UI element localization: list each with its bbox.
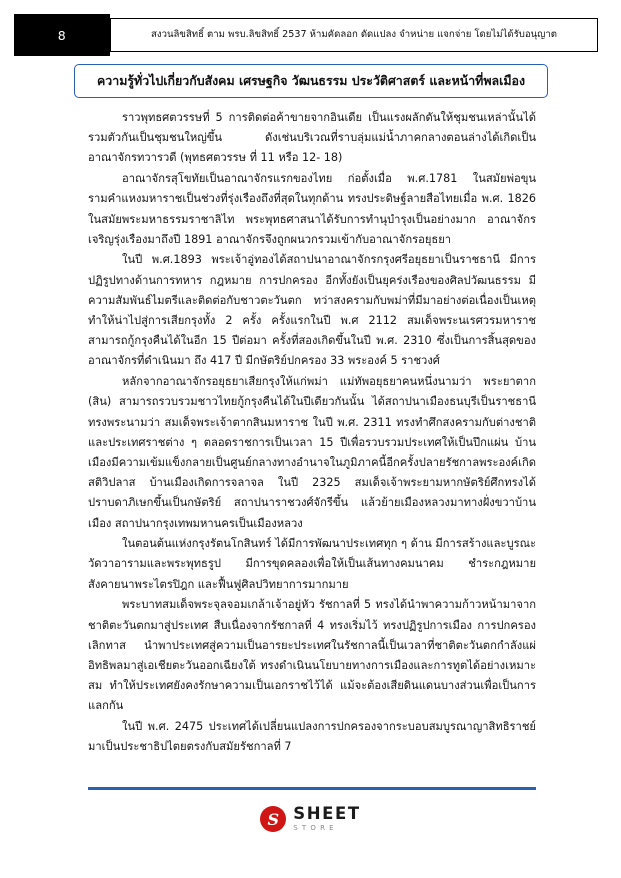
page-header: [0, 14, 621, 56]
paragraph: หลักจากอาณาจักรอยุธยาเสียกรุงให้แก่พม่า แม่ทัพอยุธยาคนหนึ่งนามว่า พระยาตาก (สิน) สามารถรวบรวมชาวไทยกู้กรุงคืนได้ในปีเดียวกันนั้น ได้สถาปนาเมืองธนบุรีเป็นราชธานี ทรงพระนามว่า สมเด็จพระเจ้าตากสินมหาราช ในปี พ.ศ. 2311 ทรงทำศึกสงครามกับต่างชาติและประเทศราชต่าง ๆ ตลอดราชการเป็นเวลา 15 ปีเพื่อรวบรวมประเทศให้เป็นปึกแผ่น บ้านเมืองมีความเข้มแข็งกลายเป็นศูนย์กลางทางอำนาจในภูมิภาคนี้อีกครั้งปลายรัชกาลพระองค์เกิดสติวิปลาส บ้านเมืองเกิดการจลาจล ในปี 2325 สมเด็จเจ้าพระยามหากษัตริย์ศึกทรงได้ปราบดาภิเษกขึ้นเป็นกษัตริย์ สถาปนาราชวงศ์จักรีขึ้น แล้วย้ายเมืองหลวงมาทางฝั่งขวาบ้านเมือง สถาปนากรุงเทพมหานครเป็นเมืองหลวง: [88, 375, 536, 530]
paragraph: ในตอนต้นแห่งกรุงรัตนโกสินทร์ ได้มีการพัฒนาประเทศทุก ๆ ด้าน มีการสร้างและบูรณะวัดวาอารามและพระพุทธรูป มีการขุดคลองเพื่อให้เป็นเส้นทางคมนาคม ชำระกฎหมาย สังคายนาพระไตรปิฎก และฟื้นฟูศิลปวิทยาการมากมาย: [88, 537, 536, 591]
paragraph: ราวพุทธศตวรรษที่ 5 การติดต่อค้าขายจากอินเดีย เป็นแรงผลักดันให้ชุมชนเหล่านั้นได้รวมตัวกันเป็นชุมชนใหญ่ขึ้น ดังเช่นบริเวณที่ราบลุ่มแม่น้ำภาคกลางตอนล่างได้เกิดเป็น อาณาจักรทวารวดี (พุทธศตวรรษ ที่ 11 หรือ 12- 18): [88, 111, 536, 165]
sheet-store-logo-icon: [260, 806, 286, 832]
page-number-badge: [14, 14, 110, 56]
logo-subtitle: STORE: [293, 823, 338, 832]
paragraph: ในปี พ.ศ.1893 พระเจ้าอู่ทองได้สถาปนาอาณาจักรกรุงศรีอยุธยาเป็นราชธานี มีการปฏิรูปทางด้านการทหาร กฎหมาย การปกครอง อีกทั้งยังเป็นยุคร่งเรืองของศิลปวัฒนธรรม มีความสัมพันธ์ไมตรีและติดต่อกับชาวตะวันตก ทว่าสงครามกับพม่าที่มีมาอย่างต่อเนื่องเป็นเหตุทำให้น่าไปสู่การเสียกรุงทั้ง 2 ครั้ง ครั้งแรกในปี พ.ศ 2112 สมเด็จพระนเรศวรมหาราชสามารถกู้กรุงคืนได้ในอีก 15 ปีต่อมา ครั้งที่สองเกิดขึ้นในปี พ.ศ. 2310 ซึ่งเป็นการสิ้นสุดของอาณาจักรที่ดำเนินมา ถึง 417 ปี มีกษัตริย์ปกครอง 33 พระองค์ 5 ราชวงศ์: [88, 253, 536, 368]
footer-divider: [88, 787, 536, 790]
paragraph: อาณาจักรสุโขทัยเป็นอาณาจักรแรกของไทย ก่อตั้งเมื่อ พ.ศ.1781 ในสมัยพ่อขุนรามคำแหงมหาราชเป็นช่วงที่รุ่งเรืองถึงที่สุดในทุกด้าน ทรงประดิษฐ์ลายสือไทยเมื่อ พ.ศ. 1826 ในสมัยพระมหาธรรมราชาลิไท พระพุทธศาสนาได้รับการทำนุบำรุงเป็นอย่างมาก อาณาจักรเจริญรุ่งเรืองมาถึงปี 1891 อาณาจักรจึงถูกผนวกรวมเข้ากับอาณาจักรอยุธยา: [88, 172, 536, 246]
copyright-notice-text: สงวนลิขสิทธิ์ ตาม พรบ.ลิขสิทธิ์ 2537 ห้ามคัดลอก ดัดแปลง จำหน่าย แจกจ่าย โดยไม่ได้รับอนุญาต: [151, 29, 557, 41]
logo-name: SHEET: [293, 804, 361, 824]
logo-text-block: [293, 806, 361, 832]
body-content: [88, 108, 536, 758]
paragraph: พระบาทสมเด็จพระจุลจอมเกล้าเจ้าอยู่หัว รัชกาลที่ 5 ทรงได้นำพาความก้าวหน้ามาจากชาติตะวันตกมาสู่ประเทศ สืบเนื่องจากรัชกาลที่ 4 ทรงเริ่มไว้ ทรงปฏิรูปการเมือง การปกครอง เลิกทาส นำพาประเทศสู่ความเป็นอารยะประเทศในรัชกาลนี้เป็นเวลาที่ชาติตะวันตกกำลังแผ่อิทธิพลมาสู่เอเชียตะวันออกเฉียงใต้ ทรงดำเนินนโยบายทางการเมืองและการทูตได้อย่างเหมาะสม ทำให้ประเทศยังคงรักษาความเป็นเอกราชไว้ได้ แม้จะต้องเสียดินแดนบางส่วนเพื่อเป็นการแลกกัน: [88, 598, 536, 713]
section-title-banner: [74, 64, 548, 98]
footer-logo: [0, 806, 621, 832]
copyright-notice-box: [110, 18, 598, 52]
page-number: 8: [57, 27, 67, 43]
page-title: ความรู้ทั่วไปเกี่ยวกับสังคม เศรษฐกิจ วัฒนธรรม ประวัติศาสตร์ และหน้าที่พลเมือง: [97, 72, 525, 88]
logo-mark-letter: S: [267, 809, 280, 829]
paragraph: ในปี พ.ศ. 2475 ประเทศได้เปลี่ยนแปลงการปกครองจากระบอบสมบูรณาญาสิทธิราชย์มาเป็นประชาธิปไตยตรงกับสมัยรัชกาลที่ 7: [88, 720, 536, 754]
